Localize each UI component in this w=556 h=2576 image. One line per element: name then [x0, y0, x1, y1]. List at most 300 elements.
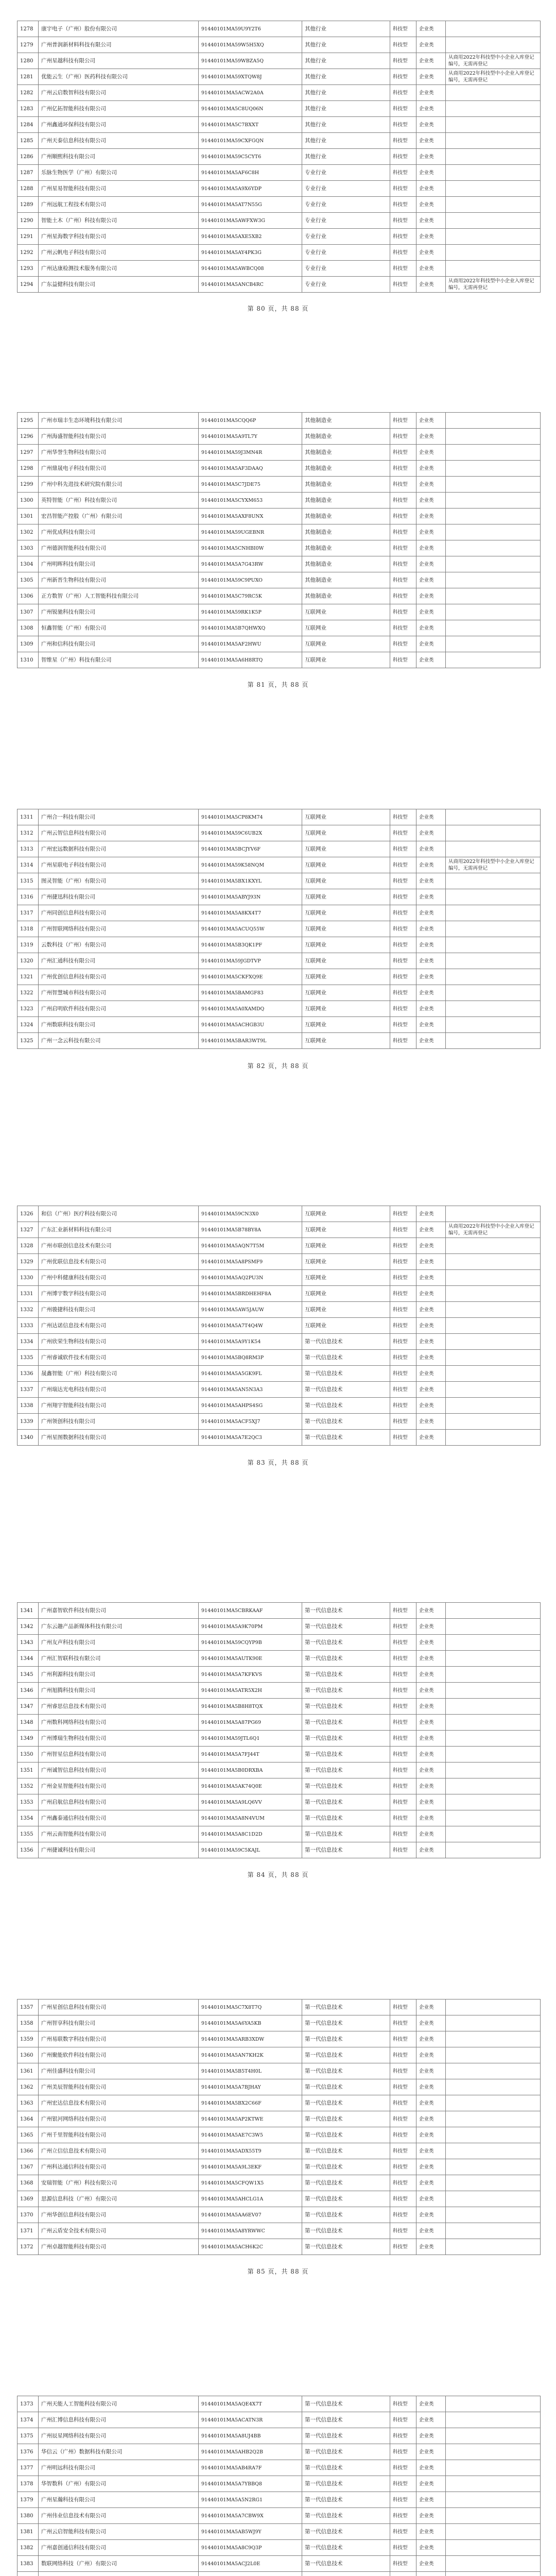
- table-row: [18, 2540, 541, 2556]
- qualification-type-cell: 科技型: [390, 620, 416, 636]
- credit-code-cell: 91440101MA5AHCLG1A: [199, 2191, 302, 2207]
- row-number-cell: 1313: [18, 841, 39, 857]
- company-name-cell: 广东云趣产品新媒体科技有限公司: [39, 1619, 199, 1635]
- credit-code-cell: 91440101MA5ARB3XDW: [199, 2031, 302, 2047]
- row-number-cell: 1282: [18, 85, 39, 101]
- row-number-cell: 1355: [18, 1826, 39, 1842]
- industry-cell: 互联网业: [302, 1222, 390, 1238]
- entity-type-cell: 企业类: [416, 1302, 446, 1318]
- remark-cell: [446, 1270, 541, 1286]
- row-number-cell: 1285: [18, 133, 39, 149]
- row-number-cell: 1303: [18, 540, 39, 556]
- qualification-type-cell: 科技型: [390, 2540, 416, 2556]
- industry-cell: 第一代信息技术: [302, 1794, 390, 1810]
- credit-code-cell: 91440101MA5CBRKAAF: [199, 1603, 302, 1619]
- row-number-cell: 1364: [18, 2111, 39, 2127]
- qualification-type-cell: 科技型: [390, 905, 416, 921]
- remark-cell: [446, 1603, 541, 1619]
- entity-type-cell: 企业类: [416, 117, 446, 133]
- table-row: [18, 1286, 541, 1302]
- credit-code-cell: 91440101MA59WBZA5Q: [199, 53, 302, 69]
- credit-code-cell: 91440101MA5BCJYV6F: [199, 841, 302, 857]
- industry-cell: 其他制造业: [302, 524, 390, 540]
- industry-cell: 专业行业: [302, 197, 390, 213]
- industry-cell: 第一代信息技术: [302, 1619, 390, 1635]
- table-row: [18, 1635, 541, 1651]
- credit-code-cell: 91440101MA5AA6EV07: [199, 2207, 302, 2223]
- row-number-cell: 1279: [18, 37, 39, 53]
- company-name-cell: 晟鑫智能（广州）科技有限公司: [39, 1366, 199, 1382]
- industry-cell: 第一代信息技术: [302, 1667, 390, 1683]
- qualification-type-cell: 科技型: [390, 2460, 416, 2476]
- table-row: [18, 85, 541, 101]
- credit-code-cell: 91440101MA5ACATN3R: [199, 2412, 302, 2428]
- table-row: [18, 1222, 541, 1238]
- entity-type-cell: 企业类: [416, 1842, 446, 1858]
- credit-code-cell: 91440101MA5BQ8RM3P: [199, 1350, 302, 1366]
- table-row: [18, 2143, 541, 2159]
- company-name-cell: [39, 2572, 199, 2576]
- row-number-cell: 1317: [18, 905, 39, 921]
- company-name-cell: 广州银河网络科技有限公司: [39, 2111, 199, 2127]
- industry-cell: 第一代信息技术: [302, 2079, 390, 2095]
- qualification-type-cell: 科技型: [390, 2492, 416, 2508]
- credit-code-cell: 91440101MA5A8KX4T7: [199, 905, 302, 921]
- company-name-cell: 广州云帆电子科技有限公司: [39, 245, 199, 261]
- remark-cell: [446, 2127, 541, 2143]
- company-name-cell: 广州优成科技有限公司: [39, 524, 199, 540]
- row-number-cell: 1367: [18, 2159, 39, 2175]
- row-number-cell: 1332: [18, 1302, 39, 1318]
- credit-code-cell: 91440101MA59J3MN4R: [199, 445, 302, 461]
- credit-code-cell: 91440101MA59JGDTVP: [199, 953, 302, 969]
- company-name-cell: 广州汇智联科技有限公司: [39, 1651, 199, 1667]
- table-row: [18, 1651, 541, 1667]
- qualification-type-cell: 科技型: [390, 953, 416, 969]
- table-row: [18, 461, 541, 477]
- qualification-type-cell: 科技型: [390, 2111, 416, 2127]
- qualification-type-cell: 科技型: [390, 1619, 416, 1635]
- industry-cell: 互联网业: [302, 905, 390, 921]
- row-number-cell: 1345: [18, 1667, 39, 1683]
- row-number-cell: 1351: [18, 1762, 39, 1778]
- table-row: [18, 1033, 541, 1049]
- remark-cell: [446, 445, 541, 461]
- industry-cell: 第一代信息技术: [302, 1826, 390, 1842]
- entity-type-cell: 企业类: [416, 2476, 446, 2492]
- company-name-cell: 广州捷诚科技有限公司: [39, 1842, 199, 1858]
- row-number-cell: 1370: [18, 2207, 39, 2223]
- table-row: [18, 2127, 541, 2143]
- entity-type-cell: 企业类: [416, 1762, 446, 1778]
- table-row: [18, 1318, 541, 1334]
- entity-type-cell: 企业类: [416, 2508, 446, 2524]
- company-name-cell: 广东益健科技有限公司: [39, 277, 199, 293]
- industry-cell: 互联网业: [302, 937, 390, 953]
- remark-cell: [446, 652, 541, 668]
- industry-cell: 互联网业: [302, 1033, 390, 1049]
- entity-type-cell: 企业类: [416, 841, 446, 857]
- company-name-cell: 广州明远科技有限公司: [39, 2460, 199, 2476]
- entity-type-cell: 企业类: [416, 2396, 446, 2412]
- credit-code-cell: 91440101MA5ACF5XJ7: [199, 1414, 302, 1430]
- remark-cell: [446, 2428, 541, 2444]
- company-table: [17, 21, 541, 293]
- company-name-cell: 广州立信信息技术有限公司: [39, 2143, 199, 2159]
- entity-type-cell: 企业类: [416, 1810, 446, 1826]
- table-row: [18, 509, 541, 524]
- row-number-cell: 1286: [18, 149, 39, 165]
- qualification-type-cell: 科技型: [390, 261, 416, 277]
- qualification-type-cell: 科技型: [390, 2223, 416, 2239]
- remark-cell: [446, 1651, 541, 1667]
- qualification-type-cell: 科技型: [390, 1826, 416, 1842]
- entity-type-cell: 企业类: [416, 2063, 446, 2079]
- qualification-type-cell: 科技型: [390, 2476, 416, 2492]
- page-footer: 第 84 页，共 88 页: [247, 1871, 309, 1878]
- company-table: [17, 1602, 541, 1858]
- row-number-cell: 1290: [18, 213, 39, 229]
- company-name-cell: 广州捷迅科技有限公司: [39, 889, 199, 905]
- table-row: [18, 1350, 541, 1366]
- company-name-cell: 广州聚能软件科技有限公司: [39, 2047, 199, 2063]
- row-number-cell: 1341: [18, 1603, 39, 1619]
- table-row: [18, 1715, 541, 1731]
- row-number-cell: 1312: [18, 825, 39, 841]
- remark-cell: [446, 2095, 541, 2111]
- table-row: [18, 1810, 541, 1826]
- credit-code-cell: 91440101MA5A8YRWWC: [199, 2223, 302, 2239]
- qualification-type-cell: 科技型: [390, 572, 416, 588]
- qualification-type-cell: 科技型: [390, 1033, 416, 1049]
- industry-cell: 其他行业: [302, 85, 390, 101]
- credit-code-cell: 91440101MA59W5H5XQ: [199, 37, 302, 53]
- qualification-type-cell: 科技型: [390, 493, 416, 509]
- table-row: [18, 524, 541, 540]
- row-number-cell: 1294: [18, 277, 39, 293]
- row-number-cell: 1324: [18, 1017, 39, 1033]
- industry-cell: 互联网业: [302, 1017, 390, 1033]
- credit-code-cell: 91440101MA5BX1KXYL: [199, 873, 302, 889]
- credit-code-cell: 91440101MA5BRDHEHF8A: [199, 1286, 302, 1302]
- credit-code-cell: 91440101MA5AN5N3A3: [199, 1382, 302, 1398]
- entity-type-cell: 企业类: [416, 69, 446, 85]
- row-number-cell: [18, 2572, 39, 2576]
- row-number-cell: 1331: [18, 1286, 39, 1302]
- credit-code-cell: 91440101MA5CQQ6P: [199, 413, 302, 429]
- qualification-type-cell: 科技型: [390, 2063, 416, 2079]
- company-name-cell: 广州智慧城市科技有限公司: [39, 985, 199, 1001]
- company-name-cell: 广州华创信息科技有限公司: [39, 2207, 199, 2223]
- credit-code-cell: 91440101MA5A7KFKVS: [199, 1667, 302, 1683]
- industry-cell: 第一代信息技术: [302, 1414, 390, 1430]
- remark-cell: [446, 1619, 541, 1635]
- table-row: [18, 2508, 541, 2524]
- table-row: [18, 652, 541, 668]
- entity-type-cell: 企业类: [416, 2223, 446, 2239]
- table-row: [18, 1999, 541, 2015]
- row-number-cell: 1302: [18, 524, 39, 540]
- entity-type-cell: 企业类: [416, 2047, 446, 2063]
- credit-code-cell: 91440101MA5AHB2Q2B: [199, 2444, 302, 2460]
- row-number-cell: 1337: [18, 1382, 39, 1398]
- company-name-cell: 广州云智信息科技有限公司: [39, 825, 199, 841]
- row-number-cell: 1327: [18, 1222, 39, 1238]
- company-name-cell: 广州宏达信息技术有限公司: [39, 2095, 199, 2111]
- row-number-cell: 1300: [18, 493, 39, 509]
- qualification-type-cell: 科技型: [390, 1794, 416, 1810]
- page-footer: 第 82 页，共 88 页: [247, 1062, 309, 1070]
- qualification-type-cell: 科技型: [390, 181, 416, 197]
- remark-cell: [446, 540, 541, 556]
- qualification-type-cell: 科技型: [390, 53, 416, 69]
- qualification-type-cell: 科技型: [390, 1999, 416, 2015]
- entity-type-cell: 企业类: [416, 101, 446, 117]
- table-row: [18, 197, 541, 213]
- remark-cell: [446, 1238, 541, 1254]
- industry-cell: [302, 2572, 390, 2576]
- company-name-cell: 广州云盾安全技术有限公司: [39, 2223, 199, 2239]
- entity-type-cell: 企业类: [416, 2556, 446, 2572]
- remark-cell: [446, 1810, 541, 1826]
- industry-cell: 互联网业: [302, 1302, 390, 1318]
- industry-cell: 第一代信息技术: [302, 1810, 390, 1826]
- entity-type-cell: 企业类: [416, 809, 446, 825]
- remark-cell: [446, 2556, 541, 2572]
- remark-cell: [446, 2396, 541, 2412]
- credit-code-cell: 91440101MA59CQYP9B: [199, 1635, 302, 1651]
- table-row: [18, 2476, 541, 2492]
- entity-type-cell: 企业类: [416, 905, 446, 921]
- entity-type-cell: 企业类: [416, 413, 446, 429]
- entity-type-cell: 企业类: [416, 937, 446, 953]
- credit-code-cell: 91440101MA5ACUQ55W: [199, 921, 302, 937]
- industry-cell: 第一代信息技术: [302, 1778, 390, 1794]
- remark-cell: [446, 620, 541, 636]
- credit-code-cell: 91440101MA5C7JDE75: [199, 477, 302, 493]
- qualification-type-cell: 科技型: [390, 1430, 416, 1446]
- qualification-type-cell: 科技型: [390, 2159, 416, 2175]
- credit-code-cell: 91440101MA5AF6C8H: [199, 165, 302, 181]
- entity-type-cell: 企业类: [416, 85, 446, 101]
- company-name-cell: 广州达诺信息技术有限公司: [39, 1318, 199, 1334]
- qualification-type-cell: 科技型: [390, 889, 416, 905]
- credit-code-cell: 91440101MA5AB4RA7F: [199, 2460, 302, 2476]
- qualification-type-cell: 科技型: [390, 2428, 416, 2444]
- credit-code-cell: 91440101MA5AQN7T5M: [199, 1238, 302, 1254]
- table-row: [18, 2159, 541, 2175]
- credit-code-cell: 91440101MA59CN3X0: [199, 1206, 302, 1222]
- table-row: [18, 2444, 541, 2460]
- table-row: [18, 2412, 541, 2428]
- industry-cell: 第一代信息技术: [302, 1747, 390, 1762]
- row-number-cell: 1359: [18, 2031, 39, 2047]
- qualification-type-cell: 科技型: [390, 857, 416, 873]
- entity-type-cell: 企业类: [416, 985, 446, 1001]
- remark-cell: [446, 2239, 541, 2255]
- entity-type-cell: 企业类: [416, 1222, 446, 1238]
- row-number-cell: 1340: [18, 1430, 39, 1446]
- industry-cell: 第一代信息技术: [302, 1366, 390, 1382]
- remark-cell: [446, 636, 541, 652]
- entity-type-cell: 企业类: [416, 1603, 446, 1619]
- industry-cell: 互联网业: [302, 604, 390, 620]
- row-number-cell: 1299: [18, 477, 39, 493]
- credit-code-cell: 91440101MA5CP8KM74: [199, 809, 302, 825]
- table-row: [18, 604, 541, 620]
- remark-cell: [446, 1747, 541, 1762]
- credit-code-cell: 91440101MA5AE7C3W5: [199, 2127, 302, 2143]
- row-number-cell: 1347: [18, 1699, 39, 1715]
- qualification-type-cell: 科技型: [390, 588, 416, 604]
- table-row: [18, 213, 541, 229]
- company-name-cell: 广州星越科技有限公司: [39, 53, 199, 69]
- credit-code-cell: 91440101MA59C5KAJL: [199, 1842, 302, 1858]
- entity-type-cell: 企业类: [416, 873, 446, 889]
- row-number-cell: 1295: [18, 413, 39, 429]
- table-row: [18, 857, 541, 873]
- row-number-cell: 1382: [18, 2540, 39, 2556]
- remark-cell: [446, 1254, 541, 1270]
- entity-type-cell: 企业类: [416, 493, 446, 509]
- remark-cell: [446, 2412, 541, 2428]
- qualification-type-cell: 科技型: [390, 149, 416, 165]
- remark-cell: [446, 261, 541, 277]
- industry-cell: 互联网业: [302, 841, 390, 857]
- company-name-cell: 宏昌智能产控股（广州）有限公司: [39, 509, 199, 524]
- credit-code-cell: 91440101MA5A7G43RW: [199, 556, 302, 572]
- entity-type-cell: 企业类: [416, 2079, 446, 2095]
- credit-code-cell: 91440101MA5A7T4Q4W: [199, 1318, 302, 1334]
- company-name-cell: 广州宏远数据科技有限公司: [39, 841, 199, 857]
- table-row: [18, 1398, 541, 1414]
- industry-cell: 第一代信息技术: [302, 2524, 390, 2540]
- company-name-cell: 广州明晖科技有限公司: [39, 556, 199, 572]
- credit-code-cell: 91440101MA59JTL6Q1: [199, 1731, 302, 1747]
- remark-cell: [446, 825, 541, 841]
- industry-cell: 互联网业: [302, 1286, 390, 1302]
- qualification-type-cell: 科技型: [390, 229, 416, 245]
- company-name-cell: 广州嘉智软件科技有限公司: [39, 1603, 199, 1619]
- entity-type-cell: 企业类: [416, 588, 446, 604]
- qualification-type-cell: 科技型: [390, 2015, 416, 2031]
- qualification-type-cell: 科技型: [390, 2095, 416, 2111]
- industry-cell: 其他制造业: [302, 413, 390, 429]
- company-name-cell: 广州新晋生物科技有限公司: [39, 572, 199, 588]
- table-row: [18, 245, 541, 261]
- company-name-cell: 安瑞智能（广州）科技有限公司: [39, 2175, 199, 2191]
- table-row: [18, 1778, 541, 1794]
- entity-type-cell: 企业类: [416, 889, 446, 905]
- row-number-cell: 1321: [18, 969, 39, 985]
- row-number-cell: 1360: [18, 2047, 39, 2063]
- qualification-type-cell: 科技型: [390, 2031, 416, 2047]
- company-name-cell: 智能土木（广州）科技有限公司: [39, 213, 199, 229]
- credit-code-cell: 91440101MA5A6YA5KB: [199, 2015, 302, 2031]
- credit-code-cell: 91440101MA5A7YBBQ8: [199, 2476, 302, 2492]
- row-number-cell: 1374: [18, 2412, 39, 2428]
- credit-code-cell: 91440101MA5ACHGB3U: [199, 1017, 302, 1033]
- remark-cell: [446, 2207, 541, 2223]
- credit-code-cell: 91440101MA5A8UJ4BB: [199, 2428, 302, 2444]
- entity-type-cell: 企业类: [416, 1033, 446, 1049]
- entity-type-cell: 企业类: [416, 2460, 446, 2476]
- row-number-cell: 1358: [18, 2015, 39, 2031]
- table-row: [18, 1430, 541, 1446]
- table-row: [18, 1001, 541, 1017]
- credit-code-cell: 91440101MA5C79RC5K: [199, 588, 302, 604]
- page-footer: 第 85 页，共 88 页: [247, 2268, 309, 2275]
- company-name-cell: 广州市联创信息技术有限公司: [39, 1238, 199, 1254]
- credit-code-cell: 91440101MA59C9PUXO: [199, 572, 302, 588]
- company-name-cell: 广州佳盛科技有限公司: [39, 2063, 199, 2079]
- credit-code-cell: 91440101MA5A7CBW9X: [199, 2508, 302, 2524]
- table-row: [18, 1414, 541, 1430]
- entity-type-cell: 企业类: [416, 1747, 446, 1762]
- industry-cell: 其他制造业: [302, 588, 390, 604]
- industry-cell: 互联网业: [302, 921, 390, 937]
- credit-code-cell: 91440101MA5AY4PK3G: [199, 245, 302, 261]
- industry-cell: 互联网业: [302, 1001, 390, 1017]
- credit-code-cell: 91440101MA5AF2HWU: [199, 636, 302, 652]
- company-name-cell: 广州领创科技有限公司: [39, 1414, 199, 1430]
- company-name-cell: 广州同创信息科技有限公司: [39, 905, 199, 921]
- credit-code-cell: [199, 2572, 302, 2576]
- company-name-cell: 广州旭腾科技有限公司: [39, 1683, 199, 1699]
- qualification-type-cell: 科技型: [390, 1382, 416, 1398]
- credit-code-cell: 91440101MA5A9LQ6VV: [199, 1794, 302, 1810]
- industry-cell: 互联网业: [302, 873, 390, 889]
- credit-code-cell: 91440101MA5CKFXQ9E: [199, 969, 302, 985]
- table-row: [18, 1206, 541, 1222]
- remark-cell: [446, 1382, 541, 1398]
- industry-cell: 第一代信息技术: [302, 2412, 390, 2428]
- entity-type-cell: 企业类: [416, 652, 446, 668]
- row-number-cell: 1296: [18, 429, 39, 445]
- qualification-type-cell: 科技型: [390, 1810, 416, 1826]
- credit-code-cell: 91440101MA5AF3DAAQ: [199, 461, 302, 477]
- table-row: [18, 2191, 541, 2207]
- qualification-type-cell: 科技型: [390, 1842, 416, 1858]
- entity-type-cell: 企业类: [416, 1382, 446, 1398]
- entity-type-cell: 企业类: [416, 2444, 446, 2460]
- entity-type-cell: 企业类: [416, 1366, 446, 1382]
- company-name-cell: 智维星（广州）科技有限公司: [39, 652, 199, 668]
- table-row: [18, 841, 541, 857]
- industry-cell: 其他制造业: [302, 540, 390, 556]
- entity-type-cell: 企业类: [416, 2207, 446, 2223]
- company-name-cell: 数联网络科技（广州）有限公司: [39, 2556, 199, 2572]
- entity-type-cell: 企业类: [416, 197, 446, 213]
- entity-type-cell: 企业类: [416, 1238, 446, 1254]
- entity-type-cell: 企业类: [416, 477, 446, 493]
- company-name-cell: 广州睿思信息技术有限公司: [39, 1699, 199, 1715]
- qualification-type-cell: 科技型: [390, 21, 416, 37]
- credit-code-cell: 91440101MA5ANCB4RC: [199, 277, 302, 293]
- entity-type-cell: 企业类: [416, 1794, 446, 1810]
- industry-cell: 第一代信息技术: [302, 2015, 390, 2031]
- table-row: [18, 937, 541, 953]
- remark-cell: [446, 229, 541, 245]
- company-name-cell: 广州星联电子科技有限公司: [39, 857, 199, 873]
- row-number-cell: 1288: [18, 181, 39, 197]
- remark-cell: [446, 197, 541, 213]
- row-number-cell: 1280: [18, 53, 39, 69]
- credit-code-cell: 91440101MA59C6UB2X: [199, 825, 302, 841]
- remark-cell: [446, 1794, 541, 1810]
- company-name-cell: 广州顺熙科技有限公司: [39, 149, 199, 165]
- entity-type-cell: 企业类: [416, 1699, 446, 1715]
